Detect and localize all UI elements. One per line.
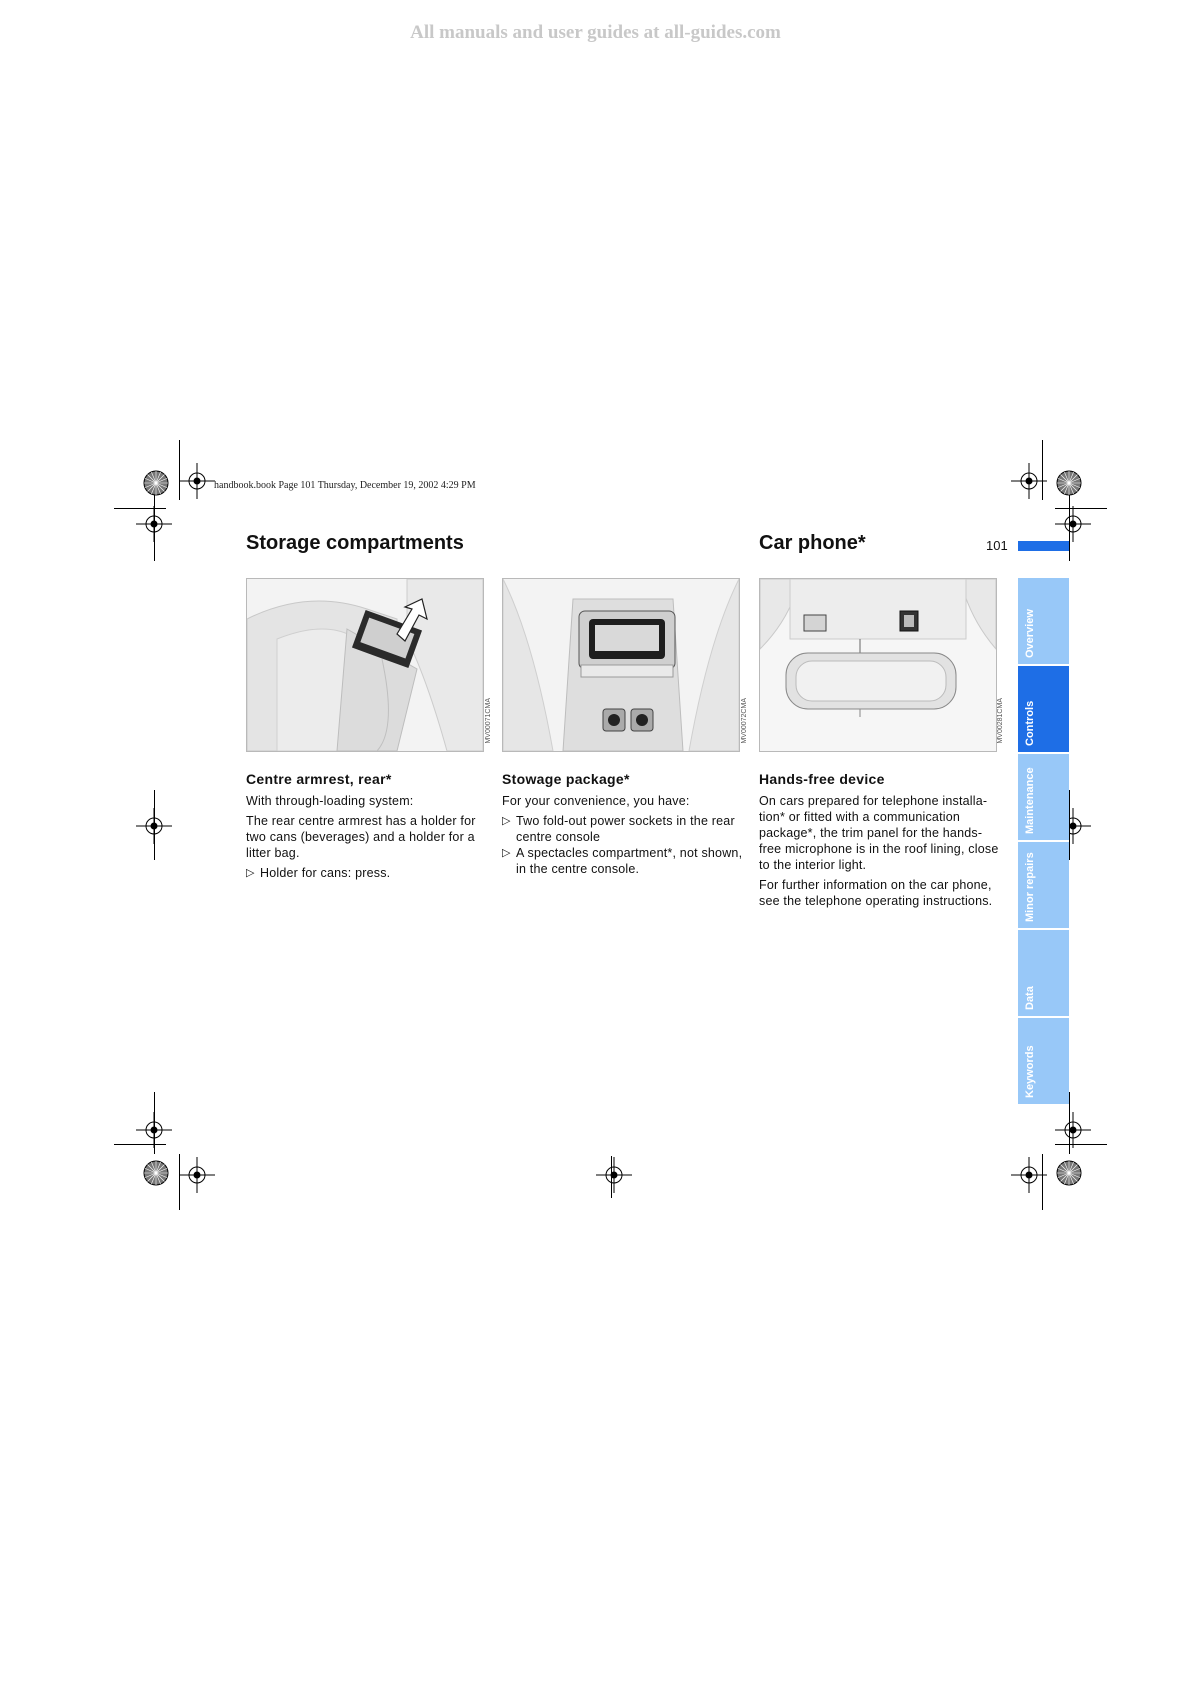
armrest-section xyxy=(246,771,488,881)
page-title-left: Storage compartments xyxy=(246,532,464,554)
book-info-line: handbook.book Page 101 Thursday, December 19, 2002 4:29 PM xyxy=(214,480,476,491)
list-item xyxy=(246,865,488,881)
tab-label: Minor repairs xyxy=(1024,852,1036,922)
tab-minor-repairs[interactable] xyxy=(1018,842,1069,928)
figure-code: MV00072CMA xyxy=(741,698,748,744)
stowage-intro: For your convenience, you have: xyxy=(502,794,690,808)
tab-overview[interactable] xyxy=(1018,578,1069,664)
stowage-heading: Stowage package* xyxy=(502,771,630,787)
watermark-text: All manuals and user guides at all-guides.com xyxy=(410,22,781,43)
bullet-text: Holder for cans: press. xyxy=(260,866,391,880)
list-item xyxy=(502,813,744,845)
handsfree-illustration xyxy=(760,579,996,751)
tab-data[interactable] xyxy=(1018,930,1069,1016)
armrest-description: The rear centre armrest has a holder for two cans (beverages) and a holder for a litter bag. xyxy=(246,814,476,860)
tab-keywords[interactable] xyxy=(1018,1018,1069,1104)
armrest-figure xyxy=(246,578,484,752)
handsfree-section xyxy=(759,771,1001,913)
tab-label: Controls xyxy=(1024,700,1036,746)
tab-label: Data xyxy=(1024,986,1036,1010)
list-item xyxy=(502,845,744,877)
handsfree-further-info: For further information on the car phone, see the telephone operating instructions. xyxy=(759,878,993,908)
handsfree-description: On cars prepared for telephone installa-tion* or fitted with a communication package*, the trim panel for the hands-free microphone is in the roof lining, close to the interior light. xyxy=(759,794,999,872)
stowage-illustration xyxy=(503,579,739,751)
tab-label: Keywords xyxy=(1024,1045,1036,1098)
bullet-text: Two fold-out power sockets in the rear centre console xyxy=(516,814,735,844)
stowage-section xyxy=(502,771,744,877)
tab-maintenance[interactable] xyxy=(1018,754,1069,840)
tab-label: Maintenance xyxy=(1024,767,1036,834)
bullet-text: A spectacles compartment*, not shown, in the centre console. xyxy=(516,846,743,876)
stowage-figure xyxy=(502,578,740,752)
handsfree-heading: Hands-free device xyxy=(759,771,885,787)
bullet-triangle-icon: ▷ xyxy=(502,847,511,859)
handsfree-figure xyxy=(759,578,997,752)
armrest-illustration xyxy=(247,579,483,751)
bullet-triangle-icon: ▷ xyxy=(246,867,255,879)
bullet-triangle-icon: ▷ xyxy=(502,815,511,827)
armrest-heading: Centre armrest, rear* xyxy=(246,771,392,787)
page-title-right: Car phone* xyxy=(759,532,866,554)
figure-code: MV00281CMA xyxy=(997,698,1004,744)
armrest-intro: With through-loading system: xyxy=(246,794,414,808)
tab-label: Overview xyxy=(1024,609,1036,658)
page-accent-bar xyxy=(1018,541,1069,551)
tab-controls[interactable] xyxy=(1018,666,1069,752)
figure-code: MV00071CMA xyxy=(485,698,492,744)
page-number: 101 xyxy=(986,538,1008,553)
